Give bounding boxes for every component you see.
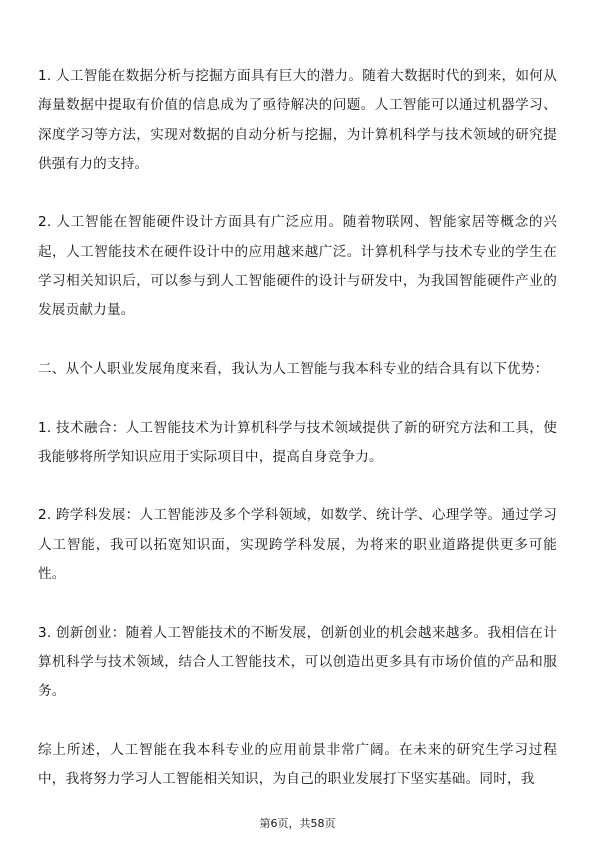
paragraph-hardware-design: 2. 人工智能在智能硬件设计方面具有广泛应用。随着物联网、智能家居等概念的兴起，人工智能技术在硬件设计中的应用越来越广泛。计算机科学与技术专业的学生在学习相关知识后，可以参与到人工智能硬件的设计与研发中，为我国智能硬件产业的发展贡献力量。	[38, 214, 557, 319]
page-number-footer: 第6页，共58页	[259, 817, 336, 830]
paragraph-gap	[38, 472, 557, 501]
paragraph-conclusion: 综上所述，人工智能在我本科专业的应用前景非常广阔。在未来的研究生学习过程中，我将努力学习人工智能相关知识，为自己的职业发展打下坚实基础。同时，我	[38, 741, 557, 788]
paragraph-gap	[38, 384, 557, 413]
paragraph-innovation: 3. 创新创业：随着人工智能技术的不断发展，创新创业的机会越来越多。我相信在计算机科学与技术领域，结合人工智能技术，可以创造出更多具有市场价值的产品和服务。	[38, 624, 557, 700]
paragraph-tech-fusion: 1. 技术融合：人工智能技术为计算机科学与技术领域提供了新的研究方法和工具，使我能够将所学知识应用于实际项目中，提高自身竞争力。	[38, 419, 557, 465]
paragraph-gap	[38, 589, 557, 618]
paragraph-gap	[38, 707, 557, 736]
paragraph-gap	[38, 179, 557, 208]
paragraph-interdisciplinary: 2. 跨学科发展：人工智能涉及多个学科领域，如数学、统计学、心理学等。通过学习人工智能，我可以拓宽知识面，实现跨学科发展，为将来的职业道路提供更多可能性。	[38, 507, 557, 583]
section-heading-career: 二、从个人职业发展角度来看，我认为人工智能与我本科专业的结合具有以下优势：	[38, 360, 549, 377]
paragraph-gap	[38, 326, 557, 355]
paragraph-data-analysis: 1. 人工智能在数据分析与挖掘方面具有巨大的潜力。随着大数据时代的到来，如何从海量数据中提取有价值的信息成为了亟待解决的问题。人工智能可以通过机器学习、深度学习等方法，实现对数据的自动分析与挖掘，为计算机科学与技术领域的研究提供强有力的支持。	[38, 68, 557, 172]
